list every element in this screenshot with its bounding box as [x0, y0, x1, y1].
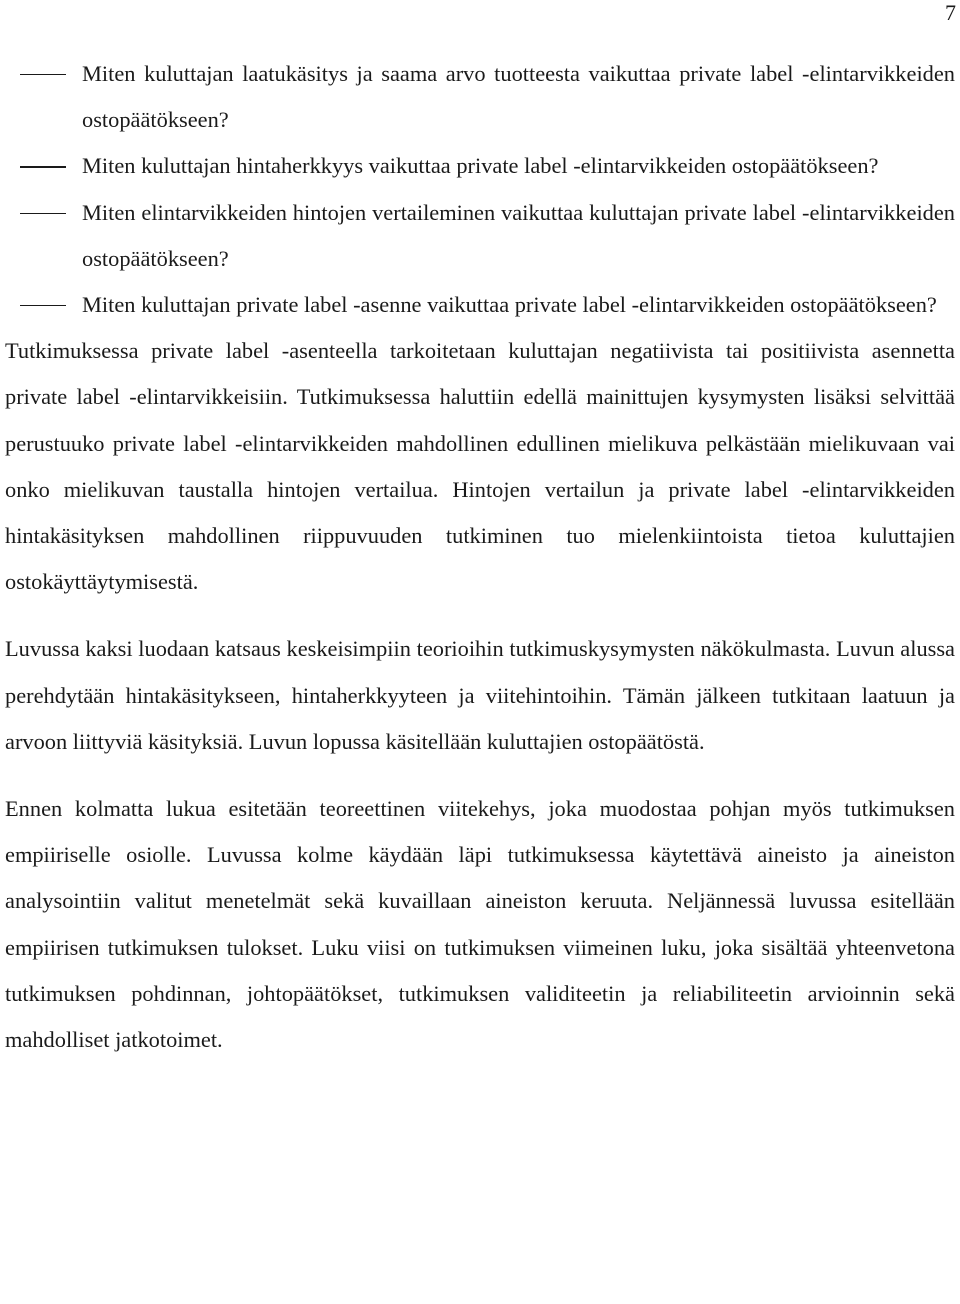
page-number: 7	[945, 0, 956, 25]
paragraph-chapter-two-overview: Luvussa kaksi luodaan katsaus keskeisimpiin teorioihin tutkimuskysymysten näkökulmasta. Luvun alussa perehdytään hintakäsitykseen, hintaherkkyyteen ja viitehintoihin. Tämän jälkeen tutkitaan laatuun ja arvoon liittyviä käsityksiä. Luvun lopussa käsitellään kuluttajien ostopäätöstä.	[5, 636, 955, 754]
research-questions-list	[5, 51, 955, 328]
paragraph-later-chapters-overview: Ennen kolmatta lukua esitetään teoreettinen viitekehys, joka muodostaa pohjan myös tutkimuksen empiiriselle osiolle. Luvussa kolme käydään läpi tutkimuksessa käytettävä aineisto ja aineiston analysointiin valitut menetelmät sekä kuvaillaan aineiston keruuta. Neljännessä luvussa esitellään empiirisen tutkimuksen tulokset. Luku viisi on tutkimuksen viimeinen luku, joka sisältää yhteenvetona tutkimuksen pohdinnan, johtopäätökset, tutkimuksen validiteetin ja reliabiliteetin arvioinnin sekä mahdolliset jatkotoimet.	[5, 796, 955, 1053]
list-item	[5, 282, 955, 328]
dash-bullet-icon	[20, 213, 66, 214]
question-text: Miten elintarvikkeiden hintojen vertaileminen vaikuttaa kuluttajan private label -elintarvikkeiden ostopäätökseen?	[82, 199, 955, 271]
list-item	[5, 143, 955, 189]
dash-bullet-icon	[20, 166, 66, 167]
dash-bullet-icon	[20, 305, 66, 306]
page-body	[5, 51, 955, 1063]
dash-bullet-icon	[20, 74, 66, 75]
question-text: Miten kuluttajan hintaherkkyys vaikuttaa private label -elintarvikkeiden ostopäätökseen?	[82, 153, 879, 179]
list-item	[5, 51, 955, 143]
question-text: Miten kuluttajan laatukäsitys ja saama arvo tuotteesta vaikuttaa private label -elintarvikkeiden ostopäätökseen?	[82, 61, 955, 133]
question-text: Miten kuluttajan private label -asenne vaikuttaa private label -elintarvikkeiden ostopäätökseen?	[82, 292, 937, 318]
list-item	[5, 190, 955, 282]
paragraph-attitude-definition: Tutkimuksessa private label -asenteella tarkoitetaan kuluttajan negatiivista tai positiivista asennetta private label -elintarvikkeisiin. Tutkimuksessa haluttiin edellä mainittujen kysymysten lisäksi selvittää perustuuko private label -elintarvikkeiden mahdollinen edullinen mielikuva pelkästään mielikuvaan vai onko mielikuvan taustalla hintojen vertailua. Hintojen vertailun ja private label -elintarvikkeiden hintakäsityksen mahdollinen riippuvuuden tutkiminen tuo mielenkiintoista tietoa kuluttajien ostokäyttäytymisestä.	[5, 338, 955, 595]
